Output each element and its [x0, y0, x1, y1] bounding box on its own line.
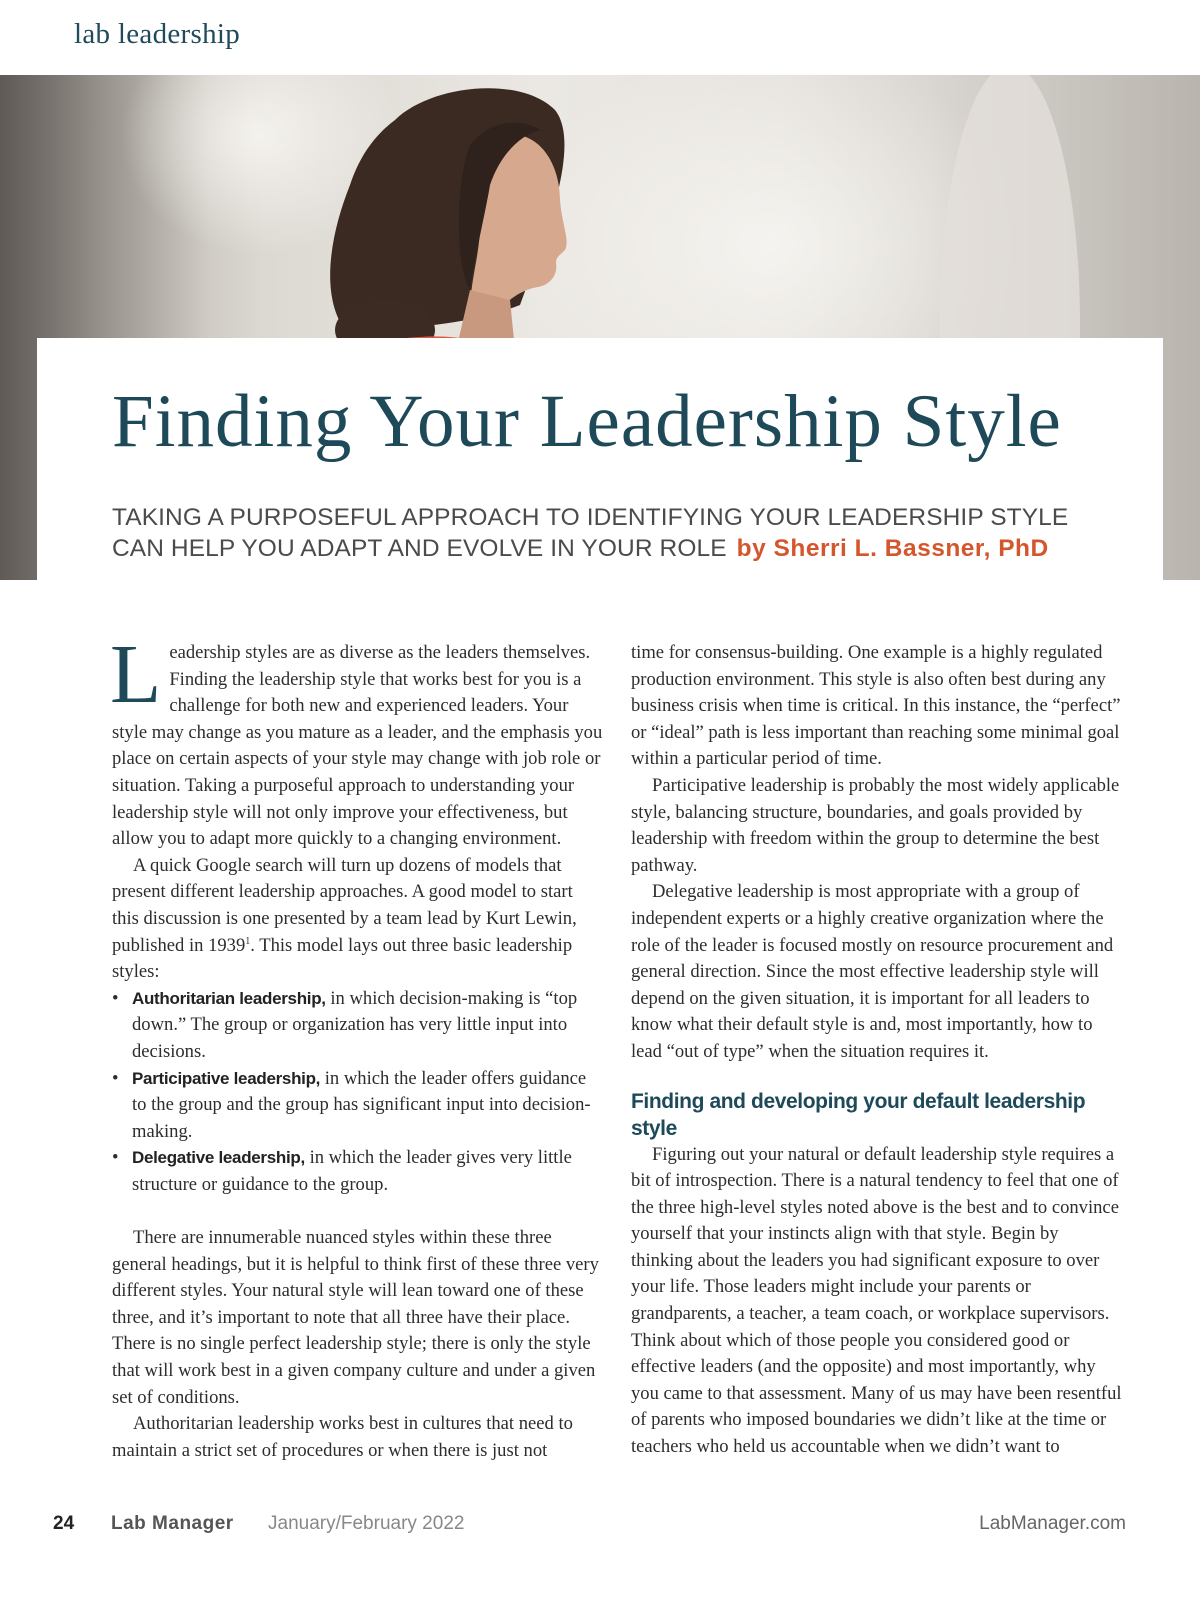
article-title: Finding Your Leadership Style [112, 380, 1062, 463]
list-item [112, 1066, 604, 1146]
list-item [112, 1145, 604, 1198]
column-left [110, 628, 604, 1464]
magazine-name: Lab Manager [111, 1513, 234, 1534]
style-desc: in which the leader offers guidance to the group and the group has significant input into decision-making. [132, 1067, 591, 1142]
p2-before: A quick Google search will turn up dozens of models that present different leadership approaches. A good model to start this discussion is one presented by a team lead by Kurt Lewin, published in 1939 [112, 854, 577, 956]
column-right [631, 640, 1123, 1461]
deck-text: TAKING A PURPOSEFUL APPROACH TO IDENTIFYING YOUR LEADERSHIP STYLE CAN HELP YOU ADAPT AND EVOLVE IN YOUR ROLE [112, 504, 1069, 562]
issue-date: January/February 2022 [268, 1513, 465, 1534]
paragraph-default-style: Figuring out your natural or default leadership style requires a bit of introspection. There is a natural tendency to feel that one of the three high-level styles noted above is the best and to convince yourself that your instincts align with that style. Begin by thinking about the leaders you had significant exposure to over your life. Those leaders might include your parents or grandparents, a teacher, a team coach, or workplace supervisors. Think about which of those people you considered good or effective leaders (and the opposite) and most importantly, why you came to that assessment. Many of us may have been resentful of parents who imposed boundaries we didn’t like at the time or teachers who held us accountable when we didn’t want to [631, 1143, 1122, 1458]
byline: by Sherri L. Bassner, PhD [736, 535, 1049, 562]
section-heading: Finding and developing your default leadership style [631, 1089, 1086, 1140]
page-footer [0, 1513, 1200, 1543]
list-item [112, 986, 604, 1066]
article-deck [112, 502, 1112, 564]
paragraph-models [112, 853, 604, 986]
intro-text: eadership styles are as diverse as the leaders themselves. Finding the leadership style that works best for you is a challenge for both new and experienced leaders. Your style may change as you mature as a leader, and the emphasis you place on certain aspects of your style may change with job role or situation. Taking a purposeful approach to understanding your leadership style will not only improve your effectiveness, but allow you to adapt more quickly to a changing environment. [112, 642, 603, 850]
p2-after: . This model lays out three basic leadership styles: [112, 934, 573, 983]
paragraph-nuanced: There are innumerable nuanced styles within these three general headings, but it is helpful to think first of these three very different styles. Your natural style will lean toward one of these three, and it’s important to note that all three have their place. There is no single perfect leadership style; there is only the style that will work best in a given company culture and under a given set of conditions. [112, 1227, 599, 1408]
paragraph-delegative: Delegative leadership is most appropriate with a group of independent experts or a highly creative organization where the role of the leader is focused mostly on resource procurement and general direction. Since the most effective leadership style will depend on the given situation, it is important for all leaders to know what their default style is and, most importantly, how to lead “out of type” when the situation requires it. [631, 881, 1114, 1062]
paragraph-participative: Participative leadership is probably the most widely applicable style, balancing structure, boundaries, and goals provided by leadership with freedom within the group to determine the best pathway. [631, 774, 1120, 876]
drop-cap: L [110, 628, 162, 721]
leadership-styles-list [112, 986, 604, 1199]
page-number: 24 [53, 1513, 75, 1534]
style-term: Delegative leadership, [132, 1148, 305, 1168]
paragraph-authoritarian: Authoritarian leadership works best in cultures that need to maintain a strict set of procedures or when there is just not [112, 1413, 573, 1461]
style-term: Authoritarian leadership, [132, 988, 326, 1008]
intro-paragraph [110, 628, 604, 853]
paragraph-authoritarian-continued: time for consensus-building. One example is a highly regulated production environment. This style is also often best during any business crisis when time is critical. In this instance, the “perfect” or “ideal” path is less important than reaching some minimal goal within a particular period of time. [631, 642, 1121, 770]
section-label: lab leadership [74, 18, 241, 50]
footnote-ref: 1 [245, 935, 251, 947]
style-desc: in which the leader gives very little structure or guidance to the group. [132, 1147, 572, 1195]
style-term: Participative leadership, [132, 1068, 321, 1088]
website-link[interactable]: LabManager.com [979, 1513, 1126, 1534]
style-desc: in which decision-making is “top down.” The group or organization has very little input into decisions. [132, 987, 578, 1062]
